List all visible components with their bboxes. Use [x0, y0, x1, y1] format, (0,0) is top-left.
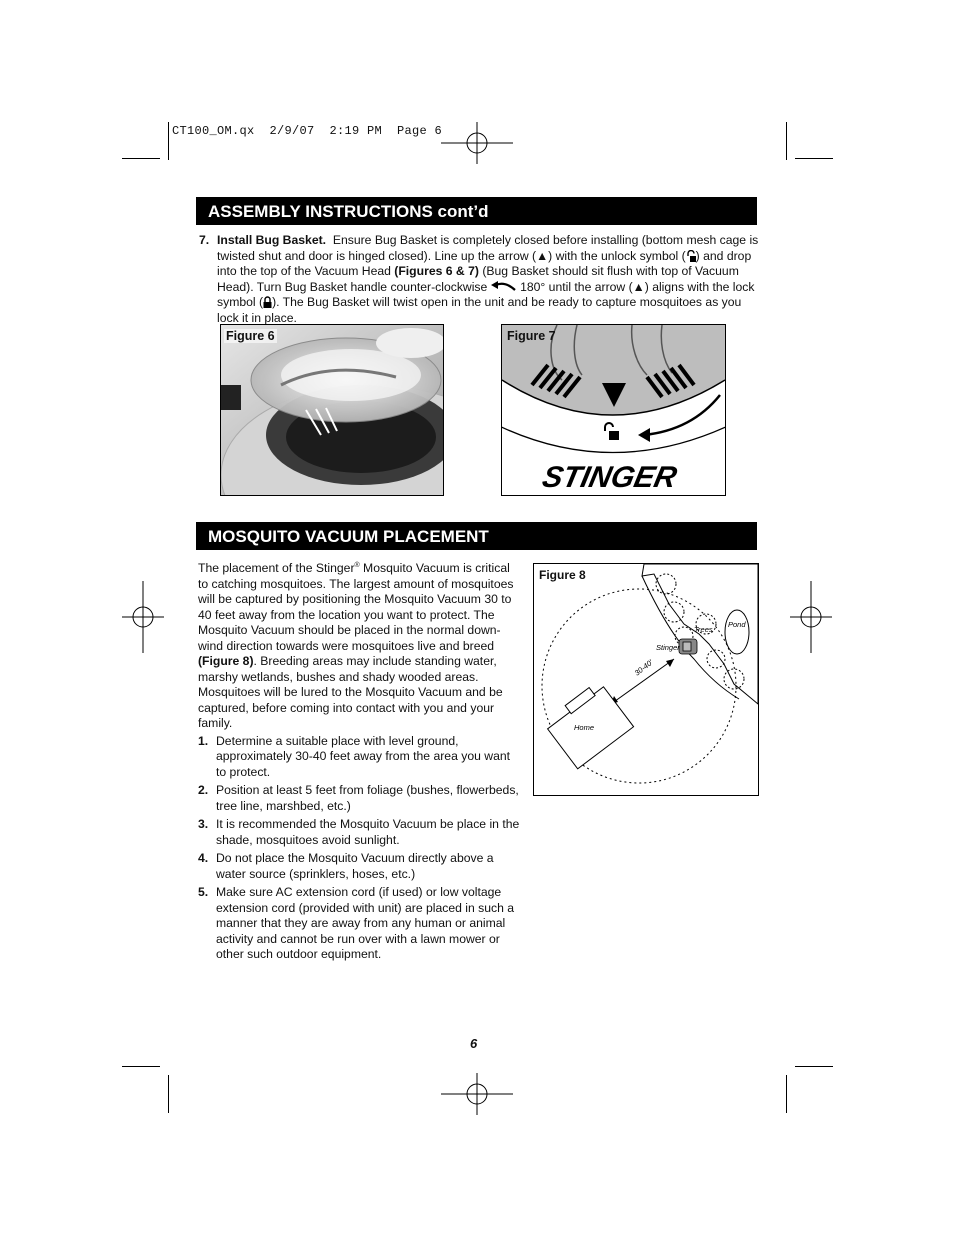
assembly-section-header [196, 197, 757, 225]
figure-7-brand: STINGER [539, 461, 680, 494]
step-7 [199, 233, 759, 326]
page-number: 6 [470, 1036, 478, 1051]
list-item [198, 817, 523, 848]
figure-6-illustration [221, 325, 443, 495]
print-slug: CT100_OM.qx 2/9/07 2:19 PM Page 6 [172, 124, 443, 138]
placement-list [198, 734, 523, 963]
stinger-label: Stinger [656, 643, 680, 652]
list-item [198, 783, 523, 814]
step-7-figref: (Figures 6 & 7) [394, 264, 479, 278]
figure-8-drawing [534, 564, 758, 795]
step-7-part: Ensure Bug Basket is completely closed before installing (bottom mesh cage is twisted shut and door is hinged closed). Line up the arrow ( [217, 233, 759, 263]
list-item-number: 4. [198, 851, 209, 866]
step-7-part: ) aligns with the lock symbol ( [217, 279, 755, 309]
assembly-title: ASSEMBLY INSTRUCTIONS cont’d [208, 202, 489, 221]
list-item-number: 3. [198, 817, 209, 832]
placement-title: MOSQUITO VACUUM PLACEMENT [208, 527, 489, 546]
list-item-text: It is recommended the Mosquito Vacuum be place in the shade, mosquitoes avoid sunlight. [216, 817, 520, 847]
intro-part: Mosquito Vacuum is critical to catching mosquitoes. The largest amount of mosquitoes will be captured by positioning the Mosquito Vacuum 30 to 40 feet away from the location you want to protect. The Mosquito Vacuum should be placed in the normal down-wind direction towards were mosquitoes live and breed [198, 561, 514, 653]
placement-text [198, 558, 523, 966]
list-item-text: Position at least 5 feet from foliage (bushes, flowerbeds, tree line, marshbed, etc.) [216, 783, 519, 813]
figure-7-illustration [501, 324, 726, 496]
figure-8-diagram [533, 563, 759, 796]
placement-intro [198, 558, 523, 732]
trees-label: Trees [694, 625, 713, 634]
step-7-text [217, 233, 759, 326]
unlock-icon [686, 250, 696, 262]
arrow-up-icon: ▲ [632, 279, 645, 294]
registered-mark: ® [354, 562, 360, 569]
figure-6-label: Figure 6 [226, 329, 275, 343]
home-label: Home [574, 723, 595, 732]
figure-8-label: Figure 8 [539, 568, 586, 582]
intro-part: The placement of the Stinger [198, 561, 355, 576]
list-item-number: 1. [198, 733, 209, 748]
figure-7-label: Figure 7 [507, 329, 556, 343]
figure-7-drawing [502, 325, 725, 495]
list-item-text: Determine a suitable place with level ground, approximately 30-40 feet away from the area you want to protect. [216, 733, 511, 779]
distance-label: 30-40' [632, 657, 655, 678]
list-item-number: 5. [198, 885, 209, 900]
step-7-part: ) with the unlock symbol ( [548, 248, 686, 263]
counter-clockwise-arrow-icon [491, 280, 517, 292]
list-item [198, 851, 523, 882]
list-item-text: Make sure AC extension cord (if used) or low voltage extension cord (provided with unit) are placed in such a manner that they are away from any human or animal activity and cannot be run over with a lawn mower or other such outdoor equipment. [216, 885, 515, 962]
step-7-part: (Bug Basket should sit flush with top of Vacuum Head). Turn Bug Basket handle counter-clockwise [217, 264, 739, 294]
pond-label: Pond [728, 620, 746, 629]
intro-part: . Breeding areas may include standing water, marshy wetlands, bushes and shady wooded areas. Mosquitoes will be lured to the Mosquito Vacuum and be captured, before coming into contact with you and your family. [198, 654, 503, 731]
list-item [198, 734, 523, 781]
step-7-lead: Install Bug Basket. [217, 233, 327, 247]
step-7-part: ). The Bug Basket will twist open in the unit and be ready to capture mosquitoes as you lock it in place. [217, 295, 742, 325]
list-item-text: Do not place the Mosquito Vacuum directly above a water source (sprinklers, hoses, etc.) [216, 851, 494, 881]
list-item-number: 2. [198, 783, 209, 798]
figure-6-photo [220, 324, 444, 496]
step-7-part: ) and drop into the top of the Vacuum Head [217, 248, 752, 278]
placement-section-header [196, 522, 757, 550]
step-7-part: 180° until the arrow ( [520, 279, 633, 294]
step-7-number: 7. [199, 233, 210, 247]
list-item [198, 885, 523, 963]
arrow-up-icon: ▲ [536, 248, 549, 263]
lock-icon [263, 296, 272, 308]
intro-figref: (Figure 8) [198, 654, 254, 669]
